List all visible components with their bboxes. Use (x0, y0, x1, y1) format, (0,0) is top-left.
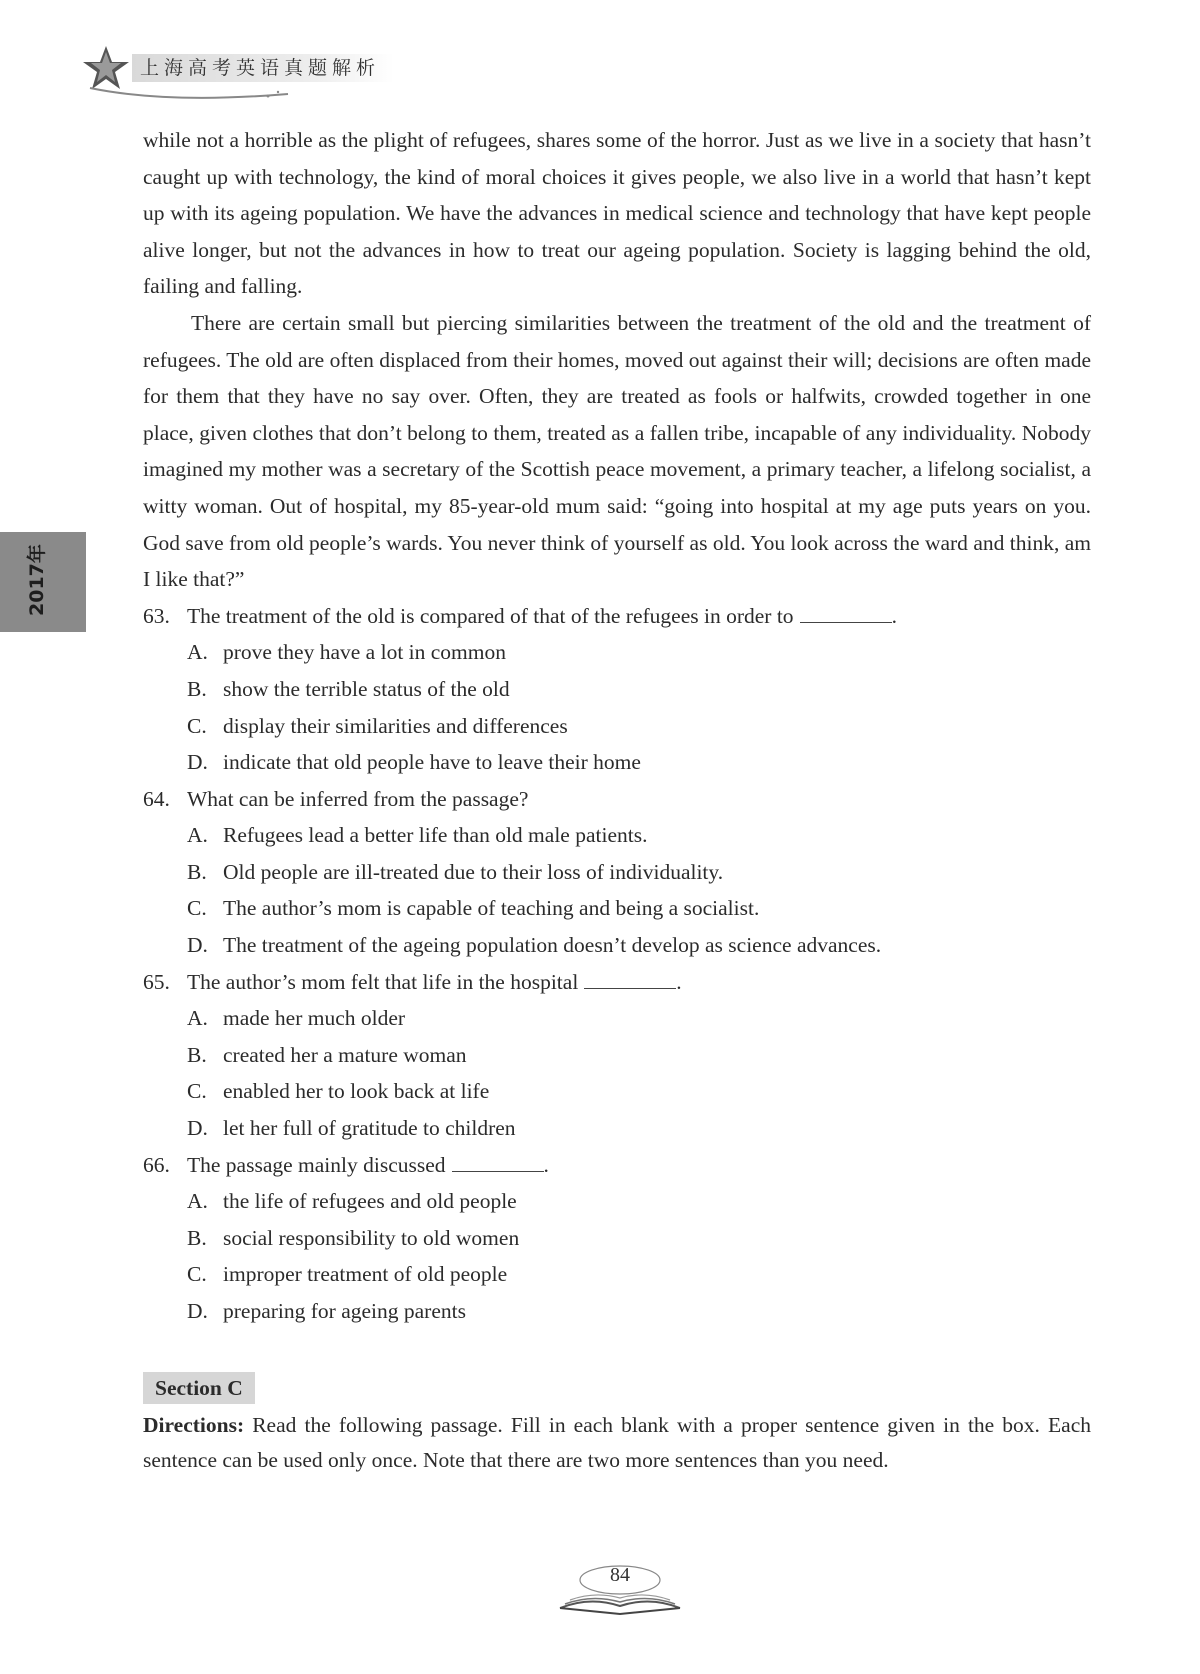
option-letter: C. (187, 713, 207, 738)
option-text: the life of refugees and old people (223, 1189, 517, 1214)
option-letter: B. (187, 1042, 207, 1067)
option-a (187, 817, 1091, 854)
year-label: 2017年 (26, 544, 48, 616)
option-text: Refugees lead a better life than old male patients. (223, 823, 648, 848)
answer-blank (452, 1149, 544, 1172)
question-63 (143, 598, 1091, 781)
page-content (143, 122, 1091, 1478)
option-letter: A. (187, 1006, 208, 1031)
answer-blank (800, 600, 892, 623)
option-text: prove they have a lot in common (223, 640, 507, 665)
section-c-label: Section C (143, 1372, 255, 1404)
option-letter: D. (187, 750, 208, 775)
option-letter: D. (187, 1299, 208, 1323)
option-letter: A. (187, 823, 208, 848)
swoosh-decoration (88, 84, 298, 102)
option-b (187, 1037, 1091, 1074)
question-stem (143, 964, 1091, 1001)
question-65 (143, 964, 1091, 1147)
option-text: let her full of gratitude to children (223, 1116, 516, 1141)
option-letter: A. (187, 640, 208, 665)
option-letter: B. (187, 676, 207, 701)
option-letter: A. (187, 1189, 208, 1214)
answer-blank (584, 966, 676, 989)
question-number: 64. (143, 786, 170, 811)
passage-paragraph: There are certain small but piercing similarities between the treatment of the old and the treatment of refugees. The old are often displaced from their homes, moved out against their will; decisions are often made for them that they have no say over. Often, they are treated as fools or halfwits, crowded together in one place, given clothes that don’t belong to them, treated as a fallen tribe, incapable of any individuality. Nobody imagined my mother was a secretary of the Scottish peace movement, a primary teacher, a lifelong socialist, a witty woman. Out of hospital, my 85-year-old mum said: “going into hospital at my age puts years on you. God save from old people’s wards. You never think of yourself as old. You look across the ward and think, am I like that?” (143, 310, 1091, 592)
option-letter: B. (187, 1225, 207, 1250)
option-letter: D. (187, 1116, 208, 1141)
question-text: The passage mainly discussed (187, 1152, 446, 1177)
option-text: enabled her to look back at life (223, 1079, 490, 1104)
question-64 (143, 781, 1091, 964)
header-title: 上海高考英语真题解析 (132, 54, 394, 82)
option-text: The treatment of the ageing population doesn’t develop as science advances. (223, 933, 882, 958)
option-text: created her a mature woman (223, 1042, 467, 1067)
question-66 (143, 1147, 1091, 1330)
option-text: display their similarities and differences (223, 713, 568, 738)
option-text: improper treatment of old people (223, 1262, 508, 1287)
question-stem (143, 1147, 1091, 1184)
option-text: Old people are ill-treated due to their loss of individuality. (223, 859, 724, 884)
question-stem (143, 598, 1091, 635)
option-d (187, 1110, 1091, 1147)
option-letter: C. (187, 1079, 207, 1104)
question-end: . (891, 603, 897, 628)
option-c (187, 890, 1091, 927)
option-d (187, 1293, 1091, 1330)
question-text: The author’s mom felt that life in the hospital (187, 969, 579, 994)
question-stem (143, 781, 1091, 818)
option-text: show the terrible status of the old (223, 676, 510, 701)
question-end: . (543, 1152, 549, 1177)
option-b (187, 671, 1091, 708)
question-text: The treatment of the old is compared of that of the refugees in order to (187, 603, 794, 628)
year-side-tab (0, 532, 86, 632)
option-letter: B. (187, 859, 207, 884)
option-text: The author’s mom is capable of teaching and being a socialist. (223, 896, 760, 921)
option-text: indicate that old people have to leave their home (223, 750, 641, 775)
option-letter: C. (187, 1262, 207, 1287)
passage-paragraph: while not a horrible as the plight of refugees, shares some of the horror. Just as we live in a society that hasn’t caught up with technology, the kind of moral choices it gives people, we also live in a world that hasn’t kept up with its ageing population. We have the advances in medical science and technology that have kept people alive longer, but not the advances in how to treat our ageing population. Society is lagging behind the old, failing and falling. (143, 128, 1091, 299)
option-letter: D. (187, 933, 208, 958)
directions-label: Directions: (143, 1413, 245, 1438)
option-a (187, 1183, 1091, 1220)
directions-text: Read the following passage. Fill in each blank with a proper sentence given in the box. Each sentence can be used only once. Note that there are two more sentences than you need. (143, 1413, 1091, 1473)
option-letter: C. (187, 896, 207, 921)
option-b (187, 854, 1091, 891)
question-number: 63. (143, 603, 170, 628)
option-c (187, 1256, 1091, 1293)
option-text: made her much older (223, 1006, 406, 1031)
option-c (187, 708, 1091, 745)
option-a (187, 634, 1091, 671)
option-b (187, 1220, 1091, 1257)
question-end: . (676, 969, 682, 994)
question-number: 66. (143, 1152, 170, 1177)
page-footer (555, 1562, 685, 1618)
question-number: 65. (143, 969, 170, 994)
option-d (187, 927, 1091, 964)
option-a (187, 1000, 1091, 1037)
question-text: What can be inferred from the passage? (187, 786, 529, 811)
option-c (187, 1073, 1091, 1110)
option-d (187, 744, 1091, 781)
page-header (80, 44, 440, 100)
section-c-directions (143, 1408, 1091, 1478)
option-text: social responsibility to old women (223, 1225, 520, 1250)
page-number: 84 (610, 1564, 630, 1586)
option-text: preparing for ageing parents (223, 1299, 466, 1323)
